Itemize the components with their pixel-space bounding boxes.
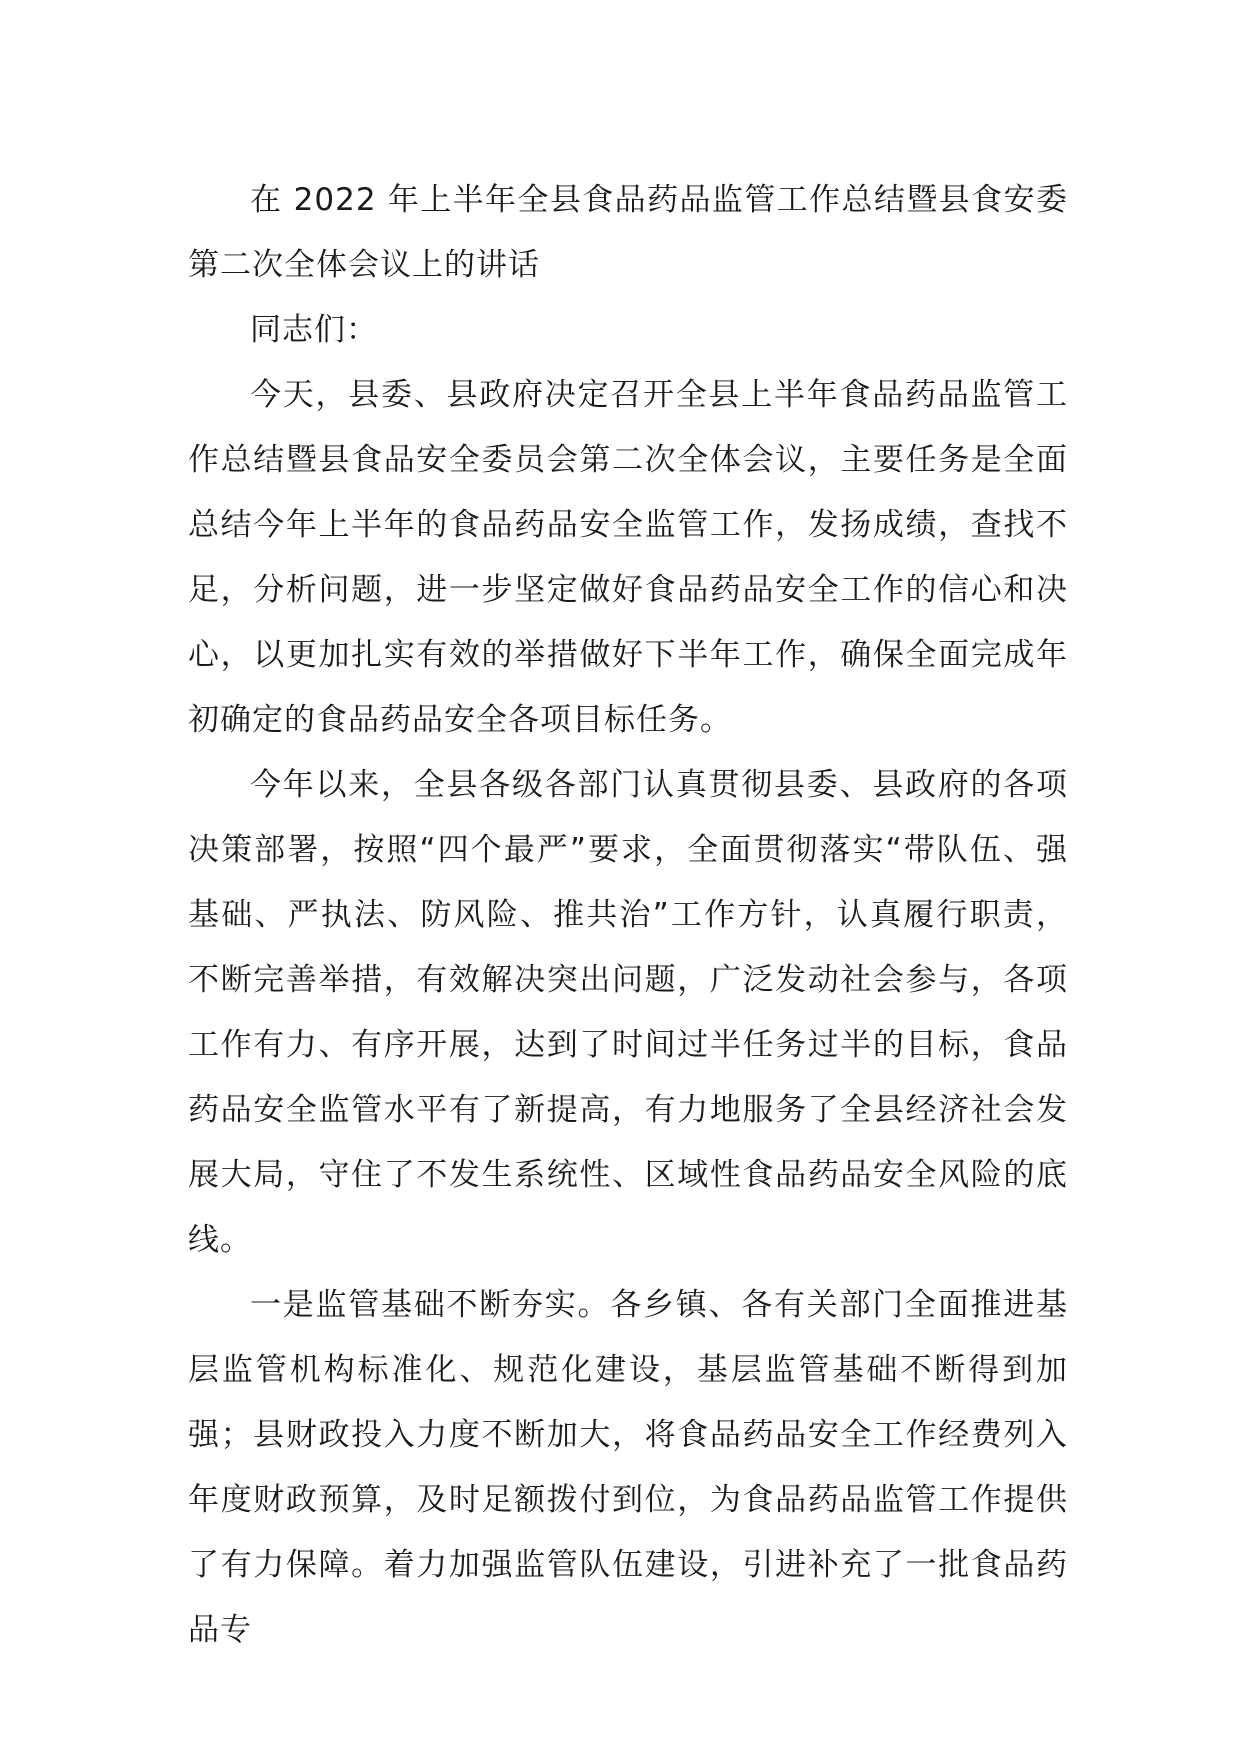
salutation: 同志们： xyxy=(250,312,378,348)
speech-title: 在 2022 年上半年全县食品药品监管工作总结暨县食安委第二次全体会议上的讲话 xyxy=(188,182,1068,283)
paragraph-intro: 今天，县委、县政府决定召开全县上半年食品药品监管工作总结暨县食品安全委员会第二次全体会议，主要任务是全面总结今年上半年的食品药品安全监管工作，发扬成绩，查找不足，分析问题，进一步坚定做好食品药品安全工作的信心和决心，以更加扎实有效的举措做好下半年工作，确保全面完成年初确定的食品药品安全各项目标任务。 xyxy=(188,377,1068,738)
paragraph-summary: 今年以来，全县各级各部门认真贯彻县委、县政府的各项决策部署，按照“四个最严”要求，全面贯彻落实“带队伍、强基础、严执法、防风险、推共治”工作方针，认真履行职责，不断完善举措，有效解决突出问题，广泛发动社会参与，各项工作有力、有序开展，达到了时间过半任务过半的目标，食品药品安全监管水平有了新提高，有力地服务了全县经济社会发展大局，守住了不发生系统性、区域性食品药品安全风险的底线。 xyxy=(188,767,1068,1258)
paragraph-point-one: 一是监管基础不断夯实。各乡镇、各有关部门全面推进基层监管机构标准化、规范化建设，基层监管基础不断得到加强；县财政投入力度不断加大，将食品药品安全工作经费列入年度财政预算，及时足额拨付到位，为食品药品监管工作提供了有力保障。着力加强监管队伍建设，引进补充了一批食品药品专 xyxy=(188,1287,1068,1648)
document-body xyxy=(188,168,1068,1663)
